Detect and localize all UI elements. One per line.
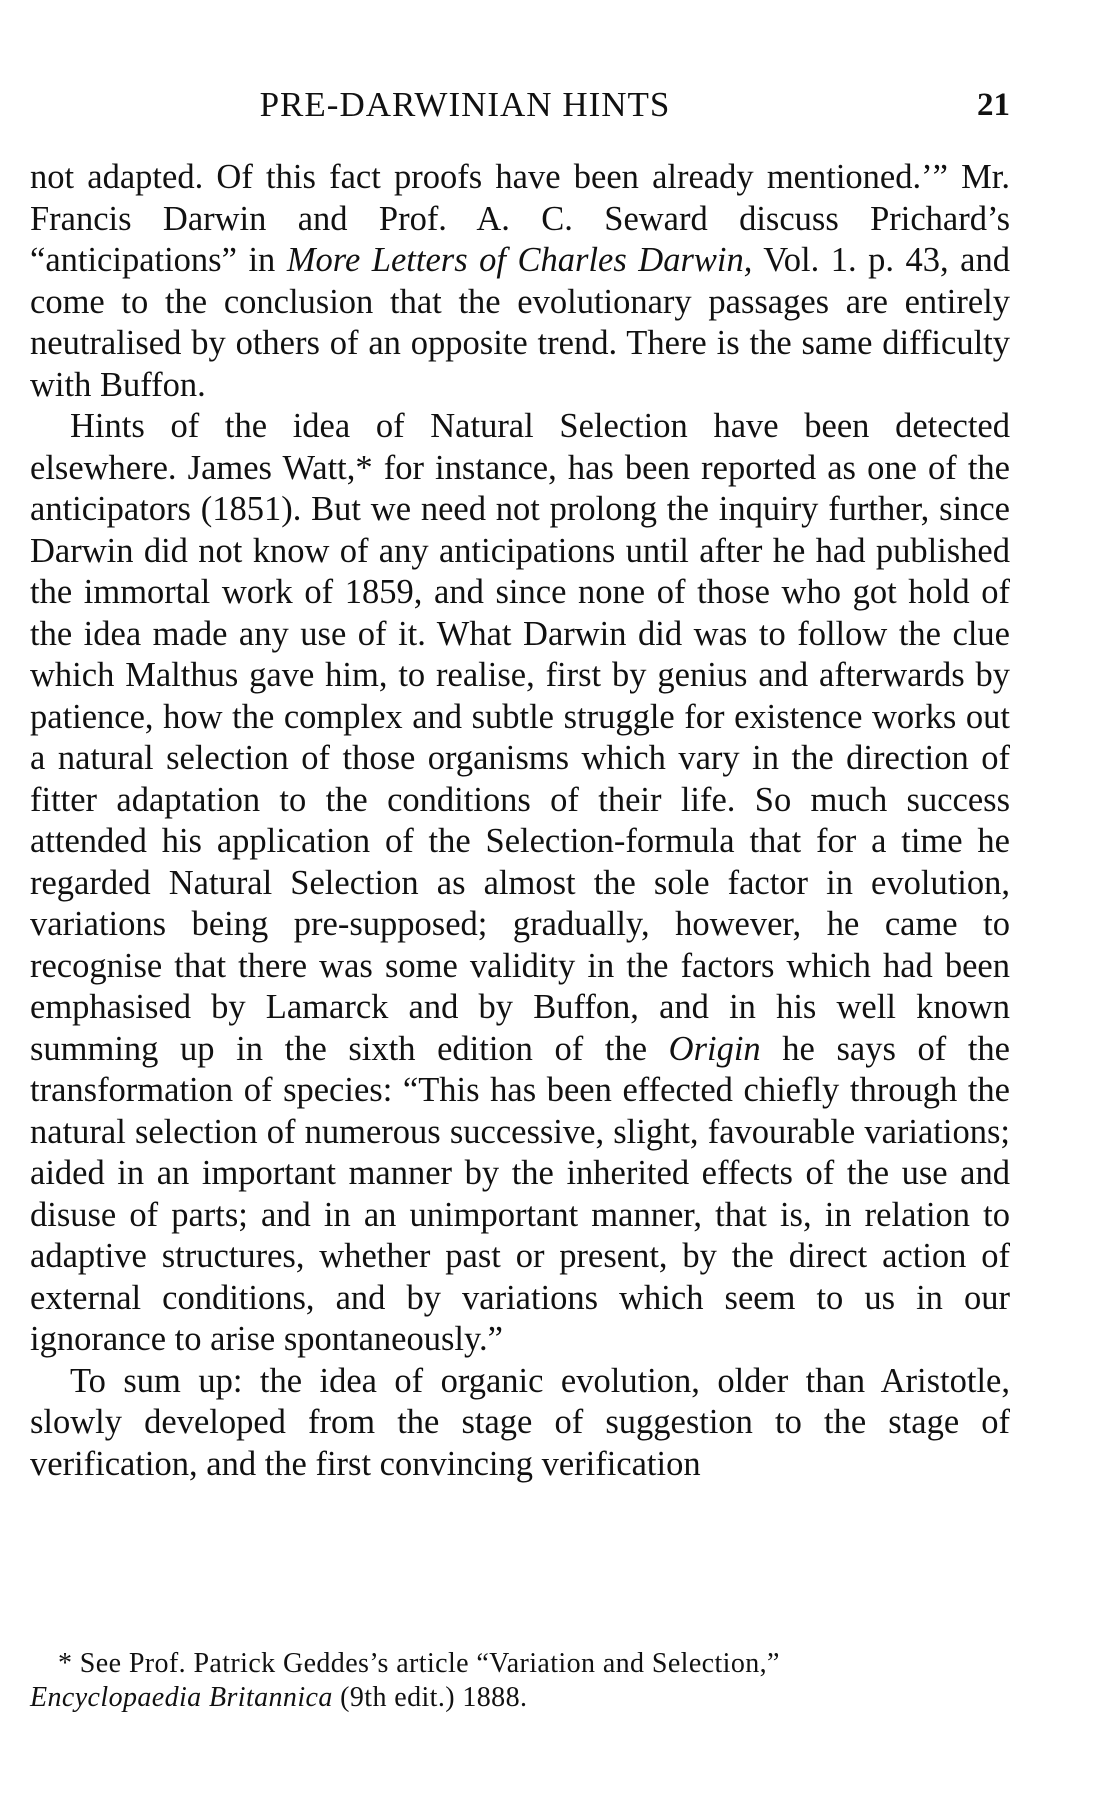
- footnote-edition: (9th edit.) 1888.: [332, 1682, 528, 1713]
- paragraph-2-text-a: Hints of the idea of Natural Selection have been detected elsewhere. James Watt,* for instance, has been reported as one of the anticipators (1851). But we need not prolong the inquiry further, since Darwin did not know of any anticipations until after he had published the immortal work of 1859, and since none of those who got hold of the idea made any use of it. What Darwin did was to follow the clue which Malthus gave him, to realise, first by genius and afterwards by patience, how the complex and subtle struggle for existence works out a natural selection of those organisms which vary in the direction of fitter adaptation to the conditions of their life. So much success attended his application of the Selection-formula that for a time he regarded Natural Selection as almost the sole factor in evolution, variations being pre-supposed; gradually, however, he came to recognise that there was some validity in the factors which had been emphasised by Lamarck and by Buffon, and in his well known summing up in the sixth edition of the: [30, 407, 1010, 1068]
- paragraph-1-text-a: not adapted. Of this fact proofs have been already mentioned.’” Mr. Francis Darwin and Prof. A. C. Seward discuss Prichard’s “anticipations” in: [30, 158, 1010, 279]
- paragraph-3: To sum up: the idea of organic evolution, older than Aristotle, slowly developed from the stage of suggestion to the stage of verification, and the first convincing verification: [30, 1361, 1010, 1483]
- encyclopaedia-title: Encyclopaedia Britannica: [30, 1682, 333, 1713]
- book-title-more-letters: More Letters of Charles Darwin,: [286, 241, 753, 279]
- body-text: [30, 157, 1010, 1485]
- running-head: [30, 85, 1010, 125]
- running-title: PRE-DARWINIAN HINTS: [259, 85, 671, 124]
- footnote-line-2: [30, 1681, 1010, 1715]
- footnote-line-1: * See Prof. Patrick Geddes’s article “Variation and Selection,”: [58, 1648, 780, 1679]
- footnote: [30, 1647, 1010, 1715]
- paragraph-1-text-b: Vol. 1. p. 43, and come to the conclusion that the evolutionary passages are entirely neutralised by others of an opposite trend. There is the same difficulty with Buffon.: [30, 241, 1010, 404]
- book-title-origin: Origin: [668, 1029, 761, 1068]
- paragraph-2: [30, 406, 1010, 1361]
- page-number: 21: [977, 87, 1010, 123]
- paragraph-2-text-b: he says of the transformation of species: “This has been effected chiefly through the natural selection of numerous successive, slight, favourable variations; aided in an important manner by the inherited effects of the use and disuse of parts; and in an unimportant manner, that is, in relation to adaptive structures, whether past or present, by the direct action of external conditions, and by variations which seem to us in our ignorance to arise spontaneously.”: [30, 1029, 1010, 1358]
- paragraph-1: [30, 157, 1010, 406]
